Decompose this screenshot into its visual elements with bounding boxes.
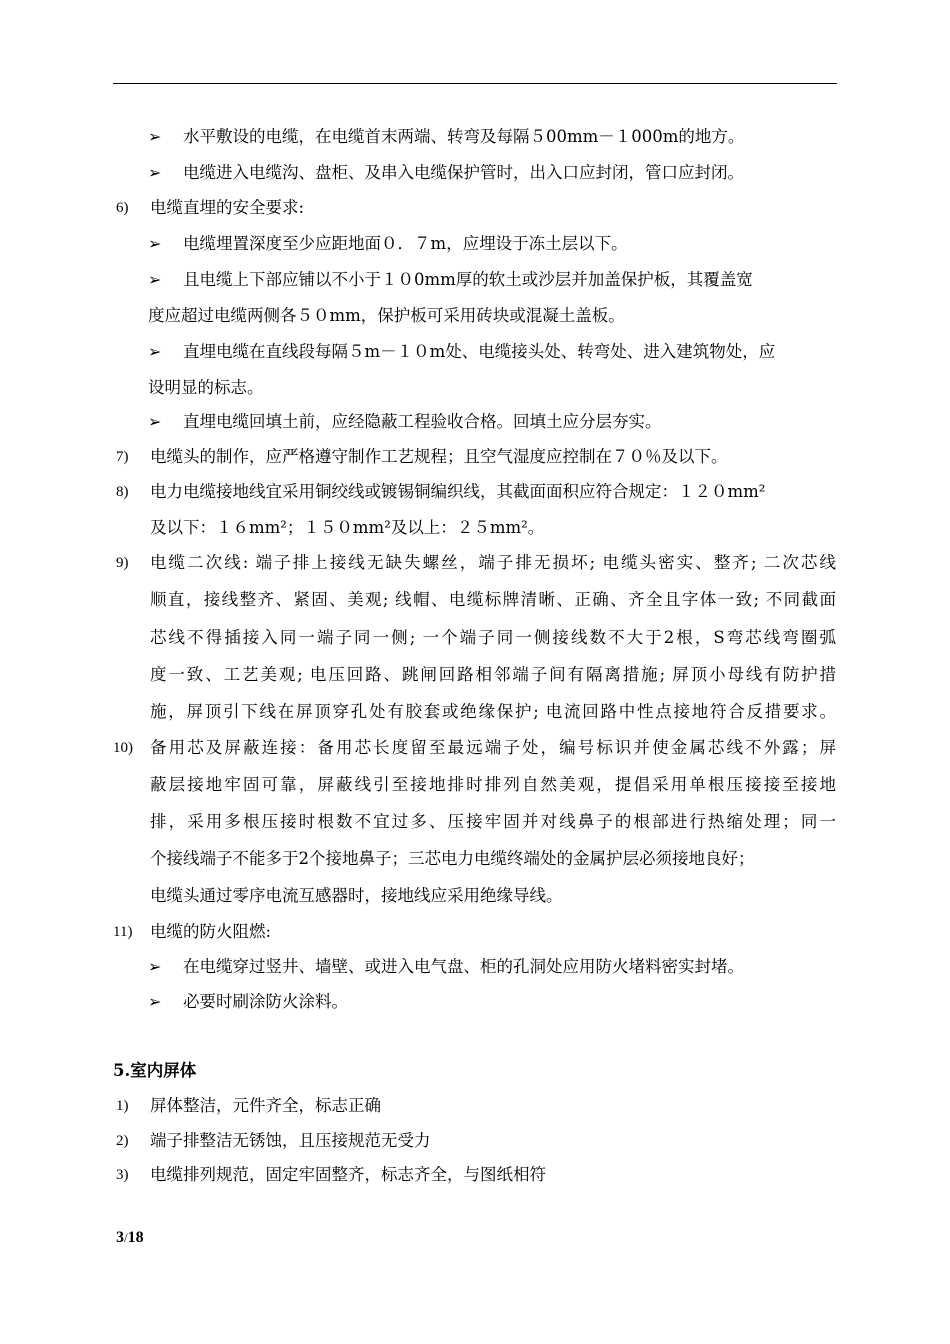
text-line: 个接线端子不能多于2个接地鼻子；三芯电力电缆终端处的金属护层必须接地良好；	[150, 849, 755, 868]
bullet-arrow-icon: ➢	[148, 270, 162, 289]
header-rule	[113, 83, 837, 84]
bullet-arrow-icon: ➢	[148, 234, 162, 253]
text-line: 且电缆上下部应铺以不小于１０0mm厚的软土或沙层并加盖保护板，其覆盖宽	[183, 270, 753, 289]
item-number: 3)	[116, 1167, 129, 1183]
text-line: 设明显的标志。	[148, 378, 264, 397]
text-line: 施，屏顶引下线在屏顶穿孔处有胶套或绝缘保护; 电流回路中性点接地符合反措要求。	[150, 702, 836, 721]
bullet-arrow-icon: ➢	[148, 957, 162, 976]
text-line: 端子排整洁无锈蚀，且压接规范无受力	[150, 1131, 431, 1150]
text-line: 水平敷设的电缆，在电缆首末两端、转弯及每隔５00mm－１000m的地方。	[183, 127, 745, 146]
text-line: 度一致、工艺美观; 电压回路、跳闸回路相邻端子间有隔离措施; 屏顶小母线有防护措	[150, 665, 836, 684]
page-number	[116, 1228, 144, 1248]
text-line: 电缆头通过零序电流互感器时，接地线应采用绝缘导线。	[150, 886, 563, 905]
text-line: 电缆二次线: 端子排上接线无缺失螺丝，端子排无损坏; 电缆头密实、整齐; 二次芯线	[150, 553, 836, 572]
text-line: 度应超过电缆两侧各５０mm，保护板可采用砖块或混凝土盖板。	[148, 306, 625, 325]
item-title: 电缆的防火阻燃:	[150, 922, 272, 941]
text-line: 在电缆穿过竖井、墙壁、或进入电气盘、柜的孔洞处应用防火堵料密实封堵。	[183, 957, 744, 976]
text-line: 电力电缆接地线宜采用铜绞线或镀锡铜编织线，其截面面积应符合规定：１２０mm²	[150, 482, 766, 501]
text-line: 必要时刷涂防火涂料。	[183, 992, 348, 1011]
item-number: 8)	[116, 484, 129, 500]
bullet-arrow-icon: ➢	[148, 127, 162, 146]
bullet-arrow-icon: ➢	[148, 342, 162, 361]
text-line: 芯线不得插接入同一端子同一侧; 一个端子同一侧接线数不大于2根，S弯芯线弯圈弧	[150, 628, 836, 647]
bullet-arrow-icon: ➢	[148, 992, 162, 1011]
item-number: 11)	[113, 924, 133, 940]
text-line: 直埋电缆在直线段每隔５m－１０m处、电缆接头处、转弯处、进入建筑物处，应	[183, 342, 776, 361]
current-page: 3	[116, 1229, 124, 1246]
bullet-arrow-icon: ➢	[148, 412, 162, 431]
text-line: 蔽层接地牢固可靠，屏蔽线引至接地排时排列自然美观，提倡采用单根压接接至接地	[150, 775, 836, 794]
item-number: 10)	[113, 740, 133, 756]
text-line: 电缆排列规范，固定牢固整齐，标志齐全，与图纸相符	[150, 1165, 546, 1184]
text-line: 及以下：１６mm²；１５０mm²及以上：２５mm²。	[150, 518, 545, 537]
text-line: 顺直，接线整齐、紧固、美观; 线帽、电缆标牌清晰、正确、齐全且字体一致; 不同截面	[150, 590, 836, 609]
item-number: 7)	[116, 449, 129, 465]
item-number: 6)	[116, 200, 129, 216]
page-separator: /	[124, 1230, 128, 1245]
bullet-arrow-icon: ➢	[148, 163, 162, 182]
item-number: 1)	[116, 1098, 129, 1114]
item-number: 9)	[116, 555, 129, 571]
total-pages: 18	[127, 1229, 144, 1246]
text-line: 电缆进入电缆沟、盘柜、及串入电缆保护管时，出入口应封闭，管口应封闭。	[183, 163, 744, 182]
item-title: 电缆直埋的安全要求:	[150, 198, 305, 217]
text-line: 备用芯及屏蔽连接：备用芯长度留至最远端子处，编号标识并使金属芯线不外露；屏	[150, 738, 836, 757]
text-line: 电缆头的制作，应严格遵守制作工艺规程；且空气湿度应控制在７０％及以下。	[150, 447, 728, 466]
text-line: 电缆埋置深度至少应距地面０．７m，应埋设于冻土层以下。	[183, 234, 628, 253]
text-line: 屏体整洁，元件齐全，标志正确	[150, 1096, 381, 1115]
text-line: 排，采用多根压接时根数不宜过多、压接牢固并对线鼻子的根部进行热缩处理；同一	[150, 812, 836, 831]
text-line: 直埋电缆回填土前，应经隐蔽工程验收合格。回填土应分层夯实。	[183, 412, 662, 431]
item-number: 2)	[116, 1133, 129, 1149]
section-heading: 5.室内屏体	[113, 1061, 197, 1080]
